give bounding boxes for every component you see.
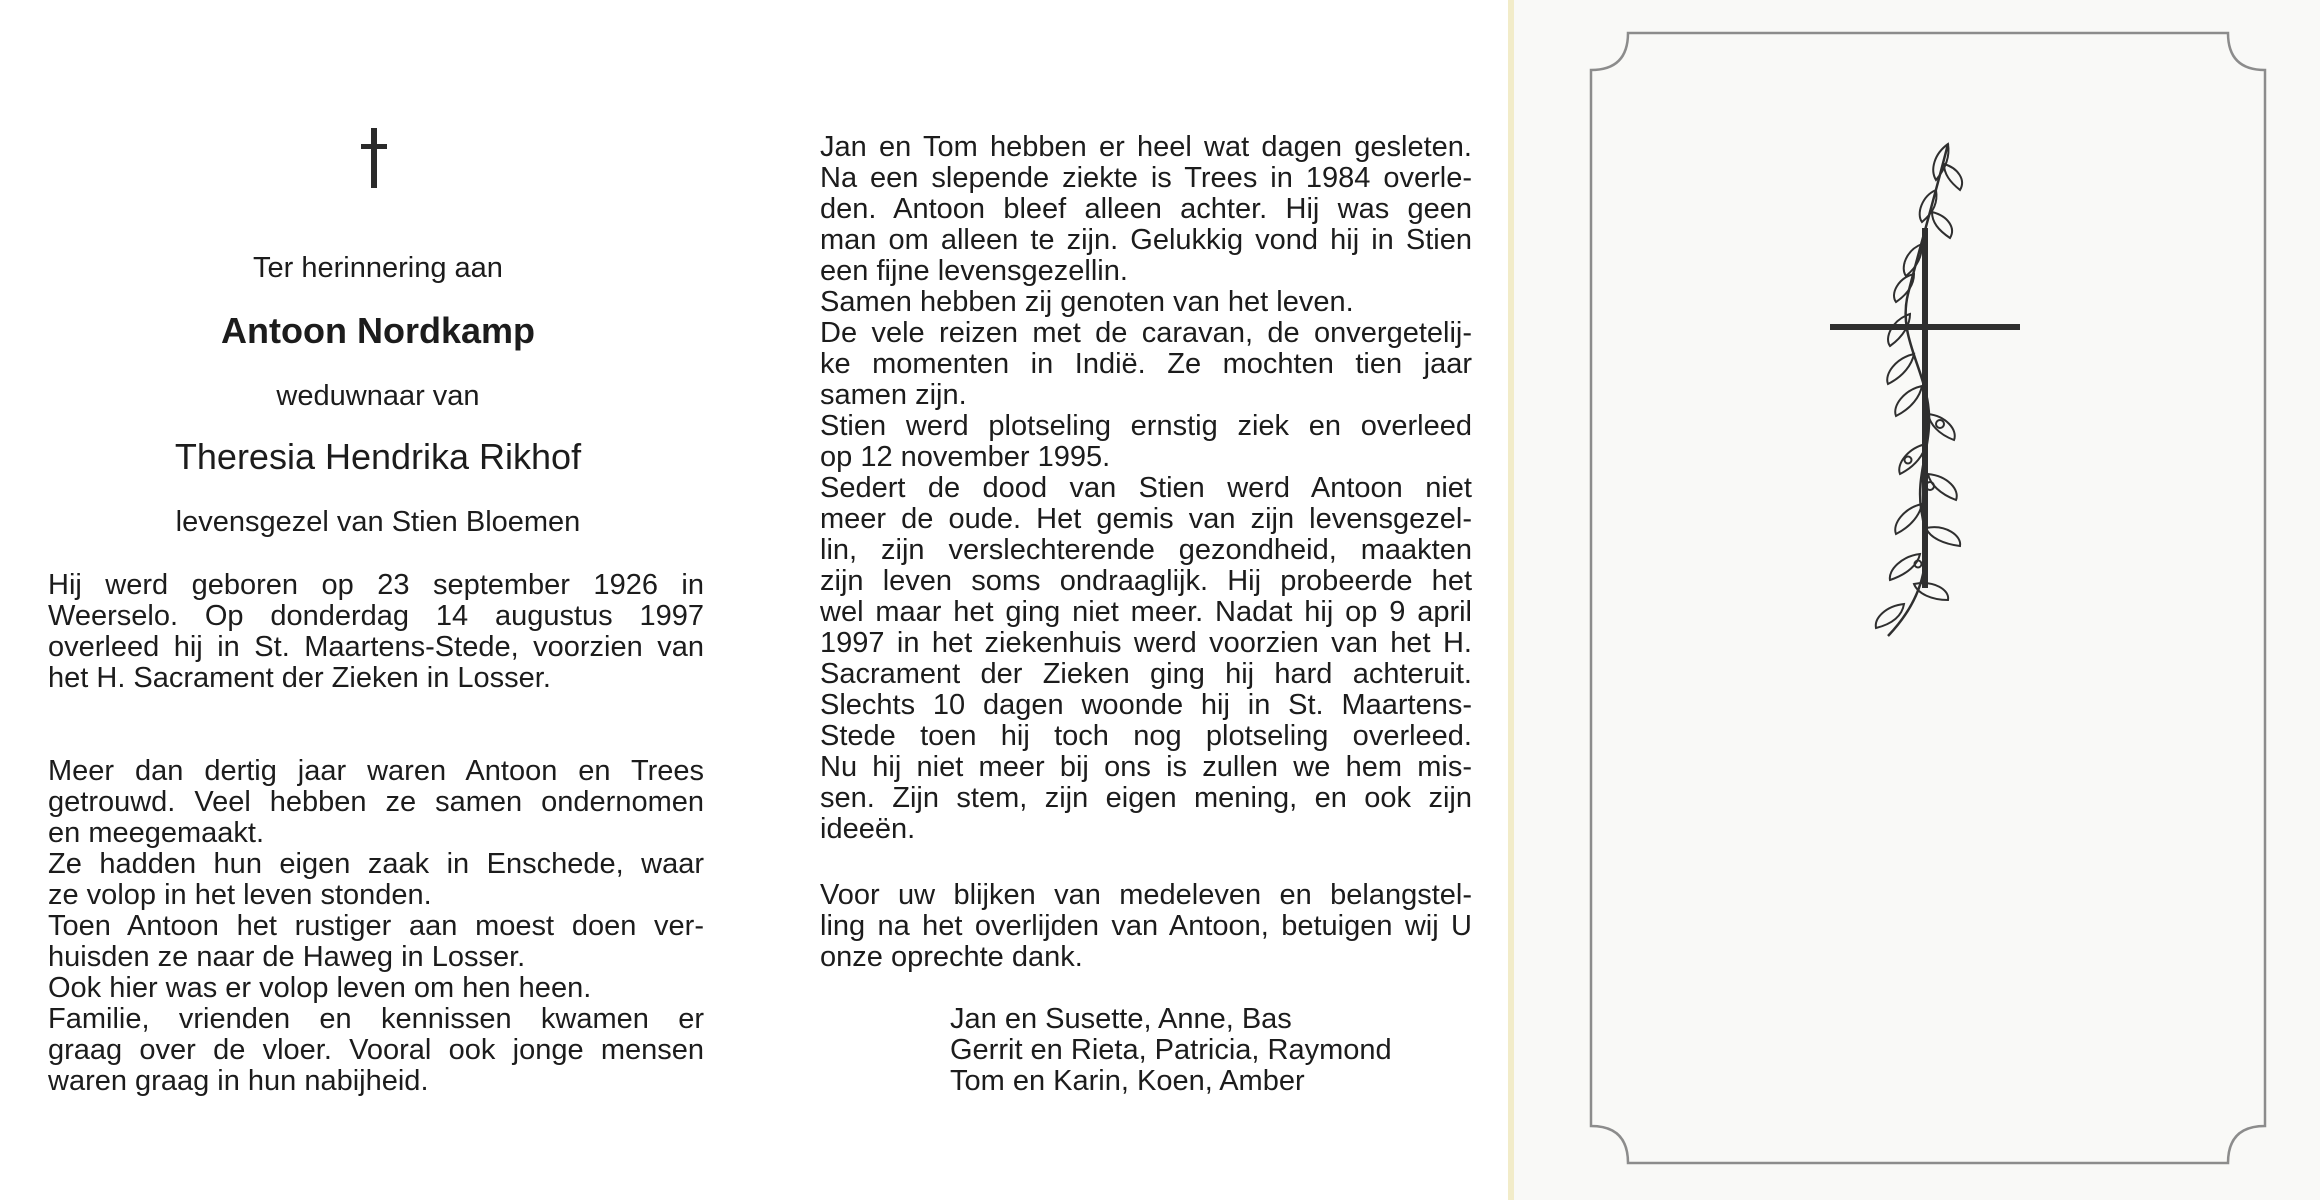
cross-with-olive-branch-icon xyxy=(1818,124,2030,644)
relation-text: weduwnaar van xyxy=(276,380,480,412)
spouse-name: Theresia Hendrika Rikhof xyxy=(174,436,582,477)
text-line: het H. Sacrament der Zieken in Losser. xyxy=(48,662,551,694)
text-line: huisden ze naar de Haweg in Losser. xyxy=(48,941,526,973)
signatory-line: Tom en Karin, Koen, Amber xyxy=(950,1065,1305,1097)
text-line: getrouwd. Veel hebben ze samen ondernomen xyxy=(48,786,704,818)
text-line: Hij werd geboren op 23 september 1926 in xyxy=(48,569,704,601)
birth-paragraph xyxy=(48,570,704,694)
text-line: Slechts 10 dagen woonde hij in St. Maartens- xyxy=(820,689,1472,721)
text-line: man om alleen te zijn. Gelukkig vond hij in Stien xyxy=(820,224,1472,256)
text-line: Ook hier was er volop leven om hen heen. xyxy=(48,972,592,1004)
text-line: Meer dan dertig jaar waren Antoon en Trees xyxy=(48,755,704,787)
small-cross-icon xyxy=(361,128,387,188)
text-line: zijn leven soms ondraaglijk. Hij probeerde het xyxy=(820,565,1472,597)
signatories xyxy=(950,1004,1392,1097)
text-line: ze volop in het leven stonden. xyxy=(48,879,432,911)
thanks-paragraph xyxy=(820,880,1472,973)
text-line: wel maar het ging niet meer. Nadat hij op 9 april xyxy=(820,596,1472,628)
text-line: ideeën. xyxy=(820,813,916,845)
text-line: den. Antoon bleef alleen achter. Hij was geen xyxy=(820,193,1472,225)
life-paragraph xyxy=(48,756,704,1097)
text-line: waren graag in hun nabijheid. xyxy=(48,1065,429,1097)
text-line: Voor uw blijken van medeleven en belangstel- xyxy=(820,879,1472,911)
text-line: ling na het overlijden van Antoon, betuigen wij U xyxy=(820,910,1472,942)
text-line: Sedert de dood van Stien werd Antoon niet xyxy=(820,472,1472,504)
text-line: Sacrament der Zieken ging hij hard achteruit. xyxy=(820,658,1472,690)
intro-text: Ter herinnering aan xyxy=(253,252,503,284)
deceased-name: Antoon Nordkamp xyxy=(221,310,535,351)
text-line: Familie, vrienden en kennissen kwamen er xyxy=(48,1003,704,1035)
text-line: Nu hij niet meer bij ons is zullen we hem mis- xyxy=(820,751,1472,783)
text-line: een fijne levensgezellin. xyxy=(820,255,1128,287)
text-line: Weerselo. Op donderdag 14 augustus 1997 xyxy=(48,600,704,632)
text-line: Stien werd plotseling ernstig ziek en overleed xyxy=(820,410,1472,442)
text-line: 1997 in het ziekenhuis werd voorzien van het H. xyxy=(820,627,1472,659)
partner-text: levensgezel van Stien Bloemen xyxy=(175,506,581,538)
text-line: De vele reizen met de caravan, de onvergetelij- xyxy=(820,317,1472,349)
text-line: overleed hij in St. Maartens-Stede, voorzien van xyxy=(48,631,704,663)
text-line: meer de oude. Het gemis van zijn levensgezel- xyxy=(820,503,1472,535)
text-line: onze oprechte dank. xyxy=(820,941,1083,973)
text-line: sen. Zijn stem, zijn eigen mening, en ook zijn xyxy=(820,782,1472,814)
story-paragraph xyxy=(820,132,1472,845)
text-line: ke momenten in Indië. Ze mochten tien jaar xyxy=(820,348,1472,380)
text-line: Samen hebben zij genoten van het leven. xyxy=(820,286,1354,318)
signatory-line: Gerrit en Rieta, Patricia, Raymond xyxy=(950,1034,1392,1066)
text-line: Na een slepende ziekte is Trees in 1984 overle- xyxy=(820,162,1472,194)
text-line: samen zijn. xyxy=(820,379,967,411)
text-line: op 12 november 1995. xyxy=(820,441,1111,473)
text-line: lin, zijn verslechterende gezondheid, maakten xyxy=(820,534,1472,566)
text-line: Toen Antoon het rustiger aan moest doen ver- xyxy=(48,910,704,942)
text-line: graag over de vloer. Vooral ook jonge mensen xyxy=(48,1034,704,1066)
text-line: Stede toen hij toch nog plotseling overleed. xyxy=(820,720,1472,752)
signatory-line: Jan en Susette, Anne, Bas xyxy=(950,1003,1292,1035)
text-line: Ze hadden hun eigen zaak in Enschede, waar xyxy=(48,848,704,880)
text-line: en meegemaakt. xyxy=(48,817,265,849)
text-line: Jan en Tom hebben er heel wat dagen gesleten. xyxy=(820,131,1472,163)
